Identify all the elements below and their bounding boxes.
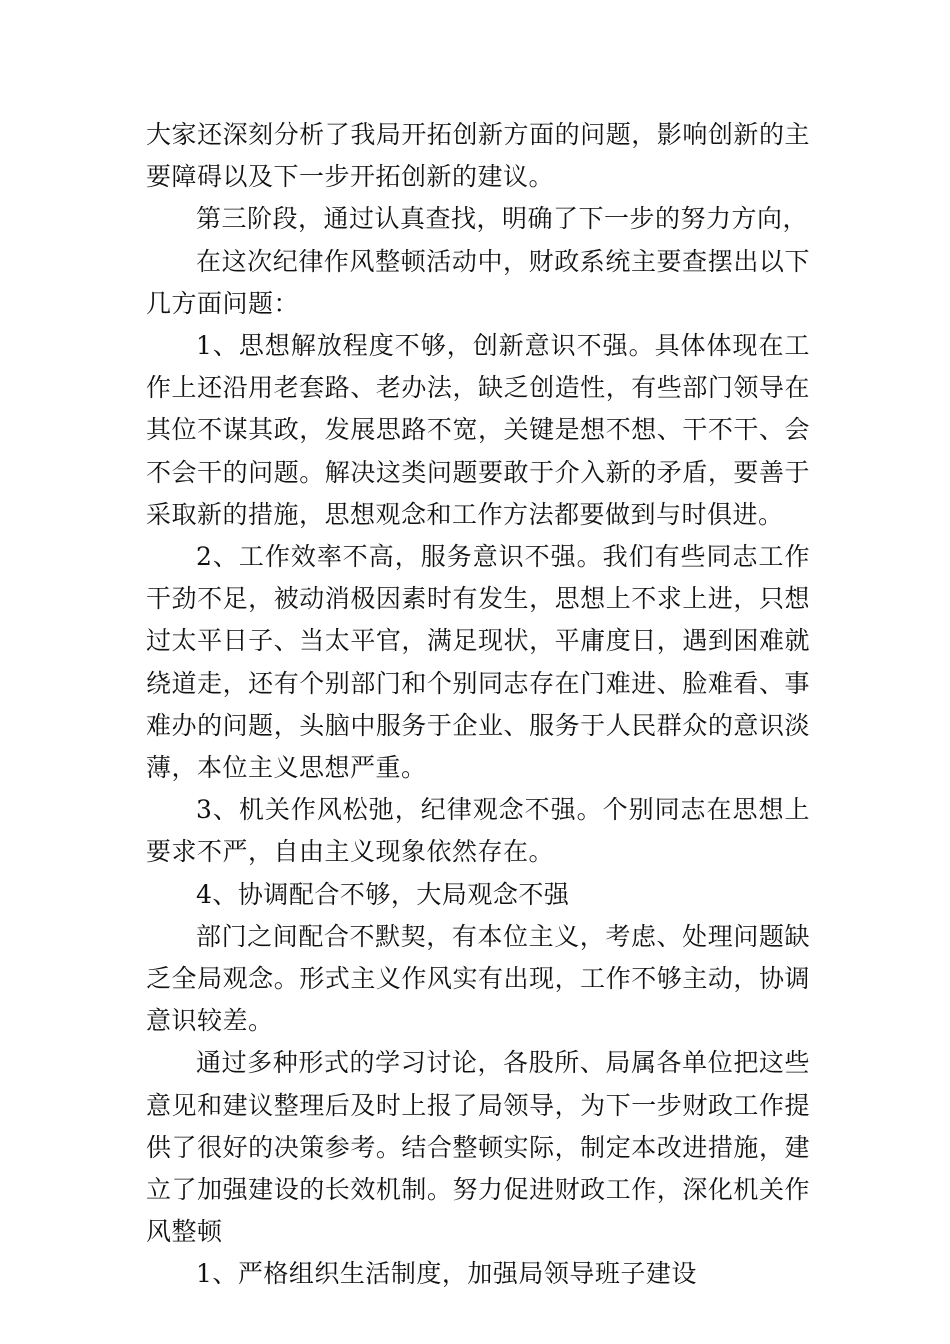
document-body [146,114,810,1296]
paragraph-4: 1、思想解放程度不够，创新意识不强。具体体现在工作上还沿用老套路、老办法，缺乏创造性，有些部门领导在其位不谋其政，发展思路不宽，关键是想不想、干不干、会不会干的问题。解决这类问题要敢于介入新的矛盾，要善于采取新的措施，思想观念和工作方法都要做到与时俱进。 [146,331,810,529]
paragraph-9: 通过多种形式的学习讨论，各股所、局属各单位把这些意见和建议整理后及时上报了局领导，为下一步财政工作提供了很好的决策参考。结合整顿实际，制定本改进措施，建立了加强建设的长效机制。努力促进财政工作，深化机关作风整顿 [146,1048,810,1247]
paragraph-2: 第三阶段，通过认真查找，明确了下一步的努力方向， [196,204,809,234]
paragraph-3: 在这次纪律作风整顿活动中，财政系统主要查摆出以下几方面问题： [146,246,810,318]
paragraph-1: 大家还深刻分析了我局开拓创新方面的问题，影响创新的主要障碍以及下一步开拓创新的建议。 [146,120,810,192]
paragraph-5: 2、工作效率不高，服务意识不强。我们有些同志工作干劲不足，被动消极因素时有发生，思想上不求上进，只想过太平日子、当太平官，满足现状，平庸度日，遇到困难就绕道走，还有个别部门和个别同志存在门难进、脸难看、事难办的问题，头脑中服务于企业、服务于人民群众的意识淡薄，本位主义思想严重。 [146,542,810,783]
paragraph-6: 3、机关作风松弛，纪律观念不强。个别同志在思想上要求不严，自由主义现象依然存在。 [146,795,810,867]
paragraph-7: 4、协调配合不够，大局观念不强 [196,879,570,909]
paragraph-10: 1、严格组织生活制度，加强局领导班子建设 [196,1259,697,1289]
paragraph-8: 部门之间配合不默契，有本位主义，考虑、处理问题缺乏全局观念。形式主义作风实有出现，工作不够主动，协调意识较差。 [146,921,810,1036]
